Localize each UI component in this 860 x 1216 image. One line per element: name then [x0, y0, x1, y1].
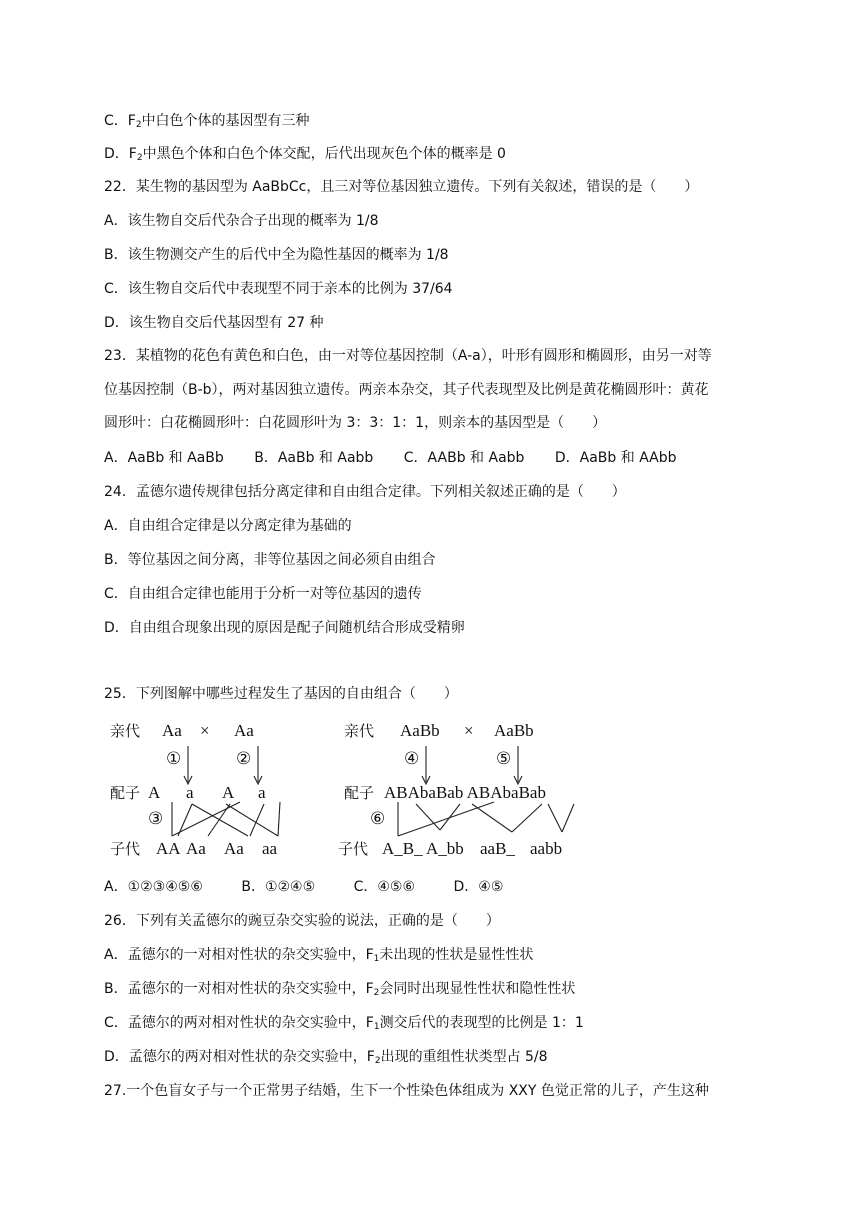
q23-stem-line1: 23．某植物的花色有黄色和白色，由一对等位基因控制（A-a），叶形有圆形和椭圆形，由另一对等: [104, 348, 712, 364]
right-parent2: AaBb: [494, 721, 534, 740]
left-gamete-2: a: [186, 783, 194, 802]
q22-option-d: D．该生物自交后代基因型有 27 种: [104, 315, 324, 331]
q25-option-b: B．①②④⑤: [241, 879, 316, 895]
left-offspring-2: Aa: [186, 839, 206, 858]
cross-line: [192, 804, 248, 836]
step-6-label: ⑥: [370, 809, 386, 828]
step-5-label: ⑤: [496, 749, 512, 768]
left-offspring-1: AA: [156, 839, 181, 858]
q25-genetics-diagram: [100, 712, 600, 862]
q23-option-b: B．AaBb 和 Aabb: [254, 450, 374, 466]
left-gamete-3: A: [222, 783, 235, 802]
q23-option-a: A．AaBb 和 AaBb: [104, 450, 224, 466]
cross-line: [548, 804, 562, 832]
cross-line: [172, 802, 240, 836]
cross-line: [208, 804, 230, 836]
cross-line: [512, 804, 542, 832]
step-4-label: ④: [404, 749, 420, 768]
cross-line: [278, 802, 280, 836]
q22-stem: 22．某生物的基因型为 AaBbCc，且三对等位基因独立遗传。下列有关叙述，错误的是（ ）: [104, 179, 699, 195]
right-offspring-2: A_bb: [426, 839, 464, 858]
right-offspring-1: A_B_: [382, 839, 423, 858]
cross-line: [398, 802, 494, 836]
left-offspring-label: 子代: [110, 840, 141, 858]
left-gamete-label: 配子: [110, 784, 141, 802]
q25-stem: 25．下列图解中哪些过程发生了基因的自由组合（ ）: [104, 686, 458, 702]
step-2-label: ②: [236, 749, 252, 768]
q25-options: [104, 878, 537, 896]
right-offspring-label: 子代: [338, 840, 369, 858]
left-offspring-3: Aa: [224, 839, 244, 858]
q23-option-d: D．AaBb 和 AAbb: [554, 450, 677, 466]
right-offspring-4: aabb: [530, 839, 563, 858]
q26-option-c: C．孟德尔的两对相对性状的杂交实验中，$F_1$测交后代的表现型的比例是 1：1: [104, 1015, 584, 1032]
step-3-label: ③: [148, 809, 164, 828]
q25-option-a: A．①②③④⑤⑥: [104, 879, 203, 895]
q24-option-d: D．自由组合现象出现的原因是配子间随机结合形成受精卵: [104, 620, 465, 636]
step-1-label: ①: [166, 749, 182, 768]
left-parent2: Aa: [234, 721, 254, 740]
cross-line: [562, 804, 574, 832]
q25-option-d: D．④⑤: [453, 879, 504, 895]
q24-option-a: A．自由组合定律是以分离定律为基础的: [104, 518, 352, 534]
cross-line: [178, 804, 192, 836]
right-parent1: AaBb: [400, 721, 440, 740]
right-cross-symbol: ×: [464, 721, 474, 740]
q26-option-d: D．孟德尔的两对相对性状的杂交实验中，$F_2$出现的重组性状类型占 5/8: [104, 1049, 548, 1066]
cross-line: [416, 804, 440, 830]
q26-stem: 26．下列有关孟德尔的豌豆杂交实验的说法，正确的是（ ）: [104, 913, 500, 929]
left-offspring-4: aa: [262, 839, 278, 858]
q21-option-d: D．$F_2$中黑色个体和白色个体交配，后代出现灰色个体的概率是 0: [104, 146, 506, 163]
q22-option-b: B．该生物测交产生的后代中全为隐性基因的概率为 1/8: [104, 247, 449, 263]
q25-option-c: C．④⑤⑥: [353, 879, 416, 895]
q23-option-c: C．AABb 和 Aabb: [403, 450, 525, 466]
q24-stem: 24．孟德尔遗传规律包括分离定律和自由组合定律。下列相关叙述正确的是（ ）: [104, 484, 626, 500]
q23-stem-line3: 圆形叶：白花椭圆形叶：白花圆形叶为 3：3：1：1，则亲本的基因型是（ ）: [104, 415, 607, 431]
q24-option-b: B．等位基因之间分离，非等位基因之间必须自由组合: [104, 552, 436, 568]
q26-option-a: A．孟德尔的一对相对性状的杂交实验中，$F_1$未出现的性状是显性性状: [104, 947, 534, 964]
q27-stem: 27.一个色盲女子与一个正常男子结婚，生下一个性染色体组成为 XXY 色觉正常的儿子，产生这种: [104, 1083, 709, 1099]
q24-option-c: C．自由组合定律也能用于分析一对等位基因的遗传: [104, 586, 422, 602]
q22-option-c: C．该生物自交后代中表现型不同于亲本的比例为 37/64: [104, 281, 453, 297]
q23-stem-line2: 位基因控制（B-b），两对基因独立遗传。两亲本杂交，其子代表现型及比例是黄花椭圆形叶：黄花: [104, 382, 709, 398]
right-gametes: ABAbaBab ABAbaBab: [384, 783, 546, 802]
cross-line: [472, 804, 512, 832]
left-parent1: Aa: [162, 721, 182, 740]
cross-line: [440, 804, 460, 830]
right-gamete-label: 配子: [344, 784, 375, 802]
left-parent-label: 亲代: [110, 722, 141, 740]
q23-options: [104, 449, 703, 467]
q22-option-a: A．该生物自交后代杂合子出现的概率为 1/8: [104, 213, 379, 229]
right-parent-label: 亲代: [344, 722, 375, 740]
left-cross-symbol: ×: [200, 721, 210, 740]
q21-option-c: C．$F_2$中白色个体的基因型有三种: [104, 113, 310, 130]
left-gamete-1: A: [148, 783, 161, 802]
q26-option-b: B．孟德尔的一对相对性状的杂交实验中，$F_2$会同时出现显性性状和隐性性状: [104, 981, 576, 998]
left-gamete-4: a: [258, 783, 266, 802]
right-offspring-3: aaB_: [480, 839, 515, 858]
